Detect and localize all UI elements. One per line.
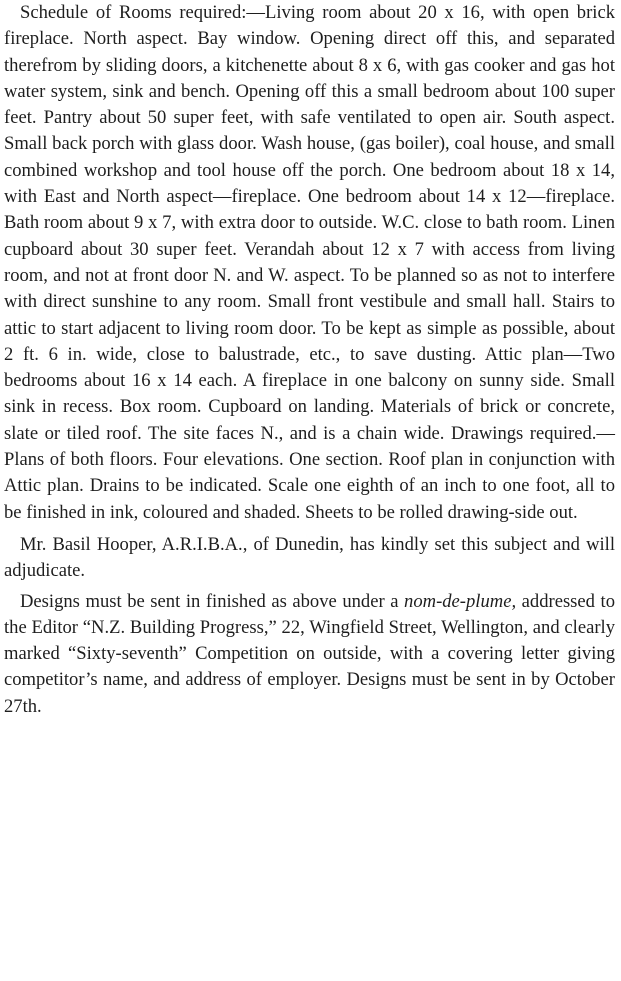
schedule-paragraph: Schedule of Rooms required:—Living room about 20 x 16, with open brick fireplace. North aspect. Bay window. Opening direct off this, and separated therefrom by sliding doors, a kitchenette about 8 x 6, with gas cooker and gas hot water system, sink and bench. Opening off this a small bedroom about 100 super feet. Pantry about 50 super feet, with safe ventilated to open air. South aspect. Small back porch with glass door. Wash house, (gas boiler), coal house, and small combined workshop and tool house off the porch. One bedroom about 18 x 14, with East and North aspect—fireplace. One bedroom about 14 x 12—fireplace. Bath room about 9 x 7, with extra door to outside. W.C. close to bath room. Linen cupboard about 30 super feet. Verandah about 12 x 7 with access from living room, and not at front door N. and W. aspect. To be planned so as not to interfere with direct sunshine to any room. Small front vestibule and small hall. Stairs to attic to start adjacent to living room door. To be kept as simple as possible, about 2 ft. 6 in. wide, close to balustrade, etc., to save dusting. Attic plan—Two bedrooms about 16 x 14 each. A fireplace in one balcony on sunny side. Small sink in recess. Box room. Cupboard on landing. Materials of brick or concrete, slate or tiled roof. The site faces N., and is a chain wide. Drawings required.—Plans of both floors. Four elevations. One section. Roof plan in conjunction with Attic plan. Drains to be indicated. Scale one eighth of an inch to one foot, all to be finished in ink, coloured and shaded. Sheets to be rolled drawing-side out.: [4, 2, 615, 523]
submission-text-start: Designs must be sent in finished as above under a: [20, 590, 405, 612]
nom-de-plume-italic: nom-de-plume,: [404, 590, 517, 612]
submission-paragraph: [4, 589, 615, 720]
adjudicator-paragraph: Mr. Basil Hooper, A.R.I.B.A., of Dunedin, has kindly set this subject and will adjudicate.: [4, 533, 615, 582]
submission-text-end: addressed to the Editor “N.Z. Building Progress,” 22, Wingfield Street, Wellington, and clearly marked “Sixty-seventh” Competition on outside, with a covering letter giving competitor’s name, and address of employer. Designs must be sent in by October 27th.: [4, 590, 615, 717]
